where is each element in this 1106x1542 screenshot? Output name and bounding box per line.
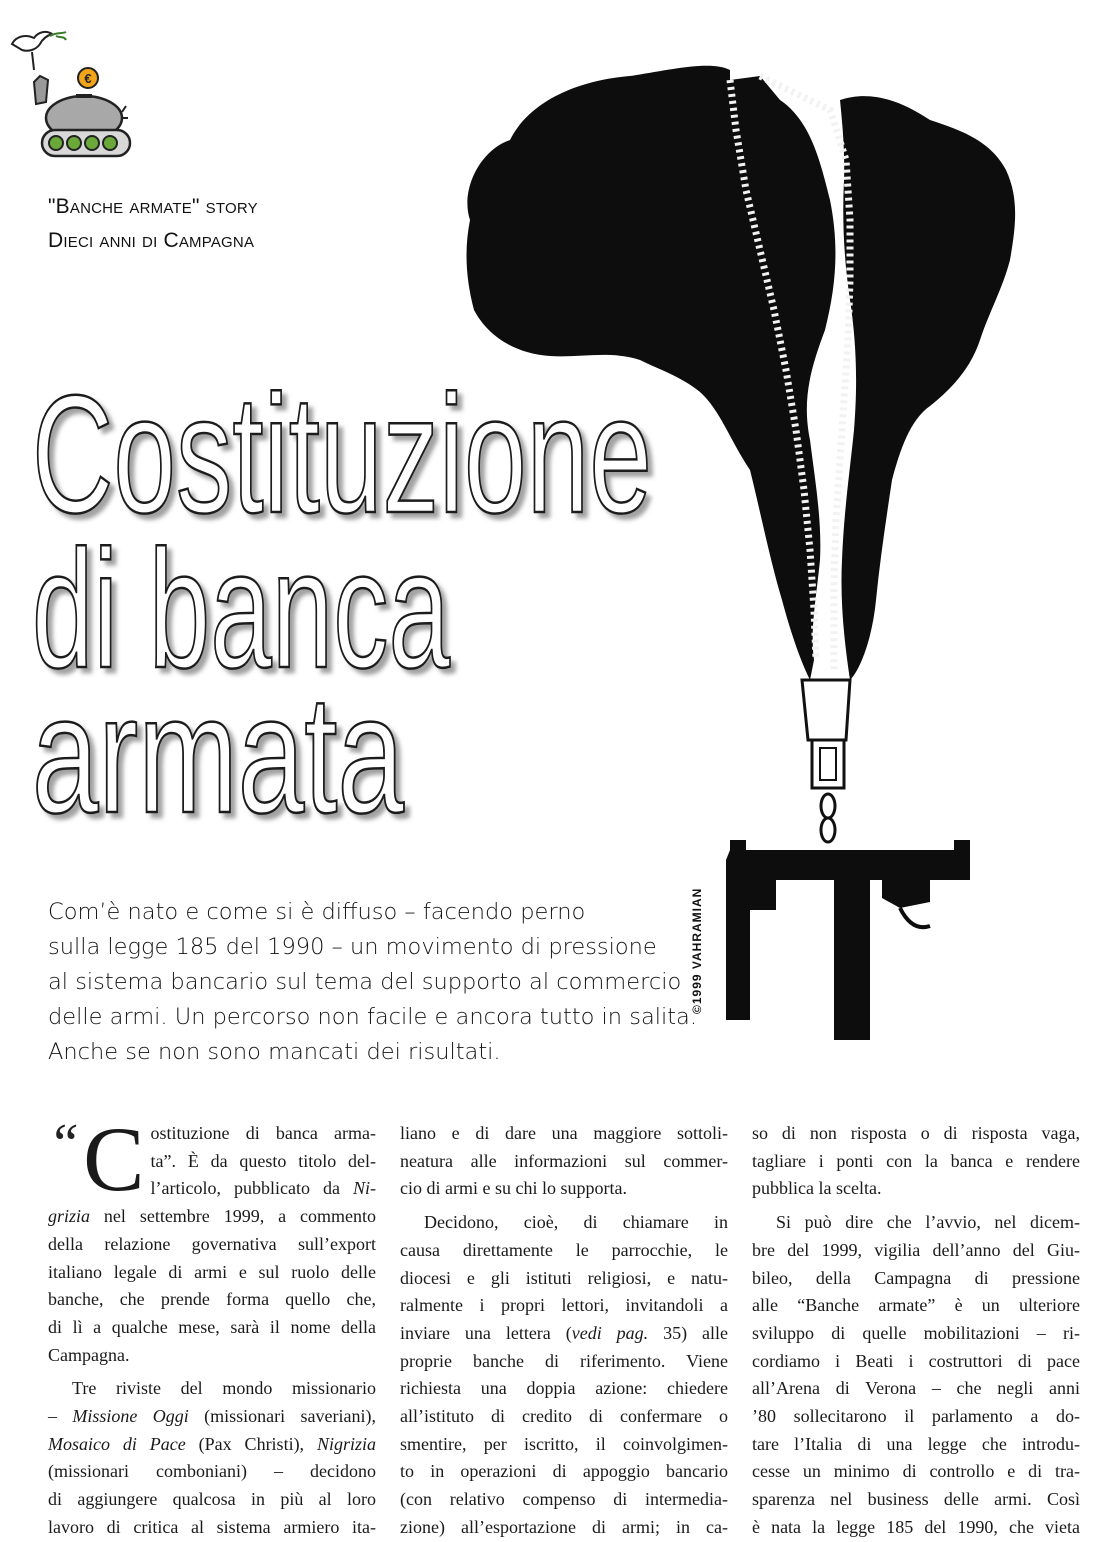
article-column-3	[752, 1120, 1080, 1542]
text-fragment: 35) alle	[648, 1322, 728, 1343]
text-fragment: Tre riviste del mondo missionario	[72, 1378, 376, 1399]
text-fragment: (Pax Christi),	[185, 1433, 317, 1454]
lead-line: Anche se non sono mancati dei risultati.	[48, 1039, 501, 1065]
headline-line-1: Costituzione	[32, 360, 652, 548]
text-line: (con relativo compenso di intermedia-	[400, 1489, 728, 1510]
text-fragment: inviare una lettera (	[400, 1322, 572, 1343]
text-line: cordiamo i Beati i costruttori di pace	[752, 1350, 1080, 1371]
page-reference: vedi pag.	[571, 1322, 649, 1343]
text-line: proprie banche di riferimento. Viene	[400, 1350, 728, 1371]
opening-quote-mark: “	[48, 1113, 80, 1175]
zipper-slider	[802, 680, 850, 842]
text-line	[48, 1203, 376, 1231]
magazine-name: Nigrizia	[316, 1433, 376, 1454]
article-lead	[48, 895, 697, 1070]
article-column-1	[48, 1108, 377, 1542]
text-line: neatura alle informazioni sul commer-	[400, 1150, 728, 1171]
magazine-name: grizia	[48, 1206, 91, 1227]
text-line: bileo, della Campagna di pressione	[752, 1267, 1080, 1288]
text-fragment: Decidono, cioè, di chiamare in	[424, 1212, 728, 1233]
paragraph	[752, 1120, 1080, 1203]
text-line: di aggiungere qualcosa in più al loro	[48, 1489, 376, 1510]
kicker-line-2: Dieci anni di Campagna	[48, 229, 255, 252]
paragraph	[48, 1375, 376, 1541]
headline-line-3: armata	[32, 660, 405, 848]
lead-line: delle armi. Un percorso non facile e ancora tutto in salita.	[48, 1004, 697, 1030]
text-line: causa direttamente le parrocchie, le	[400, 1239, 728, 1260]
text-line: di lì a qualche mese, sarà il nome della	[48, 1316, 376, 1337]
text-line: all’Arena di Verona – che negli anni	[752, 1378, 1080, 1399]
gun-trigger	[900, 908, 930, 927]
text-line: ta”. È da questo titolo del-	[150, 1150, 376, 1171]
svg-text:€: €	[84, 71, 92, 86]
text-line: è nata la legge 185 del 1990, che vieta	[752, 1516, 1080, 1537]
text-line: diocesi e gli istituti religiosi, e natu-	[400, 1267, 728, 1288]
text-line: Campagna.	[48, 1344, 130, 1365]
text-line: sparenza nel business delle armi. Così	[752, 1489, 1080, 1510]
text-line	[48, 1403, 376, 1431]
kicker-line-1: "Banche armate" story	[48, 195, 258, 218]
gun-silhouette	[726, 840, 970, 1040]
text-fragment: l’articolo, pubblicato da	[150, 1178, 353, 1199]
lead-line: Com’è nato e come si è diffuso – facendo perno	[48, 899, 586, 925]
text-line	[752, 1209, 1080, 1237]
text-line: della relazione governativa sull’export	[48, 1233, 376, 1254]
tank-piggybank-icon	[34, 76, 130, 156]
text-fragment: Si può dire che l’avvio, nel dicem-	[776, 1212, 1080, 1233]
illustrator-signature: ©1999 VAHRAMIAN	[690, 887, 704, 1014]
text-line: italiano legale di armi e sul ruolo delle	[48, 1261, 376, 1282]
magazine-name: Ni-	[352, 1178, 376, 1199]
paragraph	[400, 1120, 728, 1203]
text-line: ralmente i propri lettori, invitandoli a	[400, 1295, 728, 1316]
magazine-name: Missione Oggi	[72, 1406, 189, 1427]
text-line: cesse un minimo di controllo e di tra-	[752, 1461, 1080, 1482]
text-line: pubblica la scelta.	[752, 1178, 882, 1199]
section-kicker	[48, 190, 258, 258]
text-line: ’80 sollecitarono il parlamento a do-	[752, 1406, 1080, 1427]
euro-coin-icon	[78, 68, 98, 88]
lead-line: sulla legge 185 del 1990 – un movimento di pressione	[48, 934, 657, 960]
text-fragment: (missionari saveriani),	[188, 1406, 377, 1427]
text-line: tare l’Italia di una legge che introdu-	[752, 1433, 1080, 1454]
dove-icon	[12, 32, 66, 70]
text-line: bre del 1999, vigilia dell’anno del Giu-	[752, 1239, 1080, 1260]
text-line	[400, 1209, 728, 1237]
text-fragment: nel settembre 1999, a commento	[90, 1206, 376, 1227]
text-line: ostituzione di banca arma-	[150, 1123, 376, 1143]
magazine-name: Mosaico di Pace	[48, 1433, 186, 1454]
text-line: alle “Banche armate” è un ulteriore	[752, 1295, 1080, 1316]
text-fragment: –	[48, 1406, 73, 1427]
text-line: lavoro di critica al sistema armiero ita-	[48, 1516, 376, 1537]
text-line: cio di armi e su chi lo supporta.	[400, 1178, 627, 1199]
text-line	[48, 1431, 376, 1459]
text-line: banche, che prende forma quello che,	[48, 1289, 376, 1310]
text-line: smentire, per iscritto, il coinvolgimen-	[400, 1433, 728, 1454]
article-column-2	[400, 1120, 728, 1542]
paragraph	[752, 1209, 1080, 1541]
text-line: all’istituto di credito di confermare o	[400, 1406, 728, 1427]
text-line: richiesta una doppia azione: chiedere	[400, 1378, 728, 1399]
text-line: so di non risposta o di risposta vaga,	[752, 1123, 1080, 1143]
drop-cap: C	[83, 1108, 145, 1210]
text-line: sviluppo di quelle mobilitazioni – ri-	[752, 1322, 1080, 1343]
text-line: liano e di dare una maggiore sottoli-	[400, 1123, 728, 1143]
headline-line-2: di banca	[32, 515, 451, 703]
lead-line: al sistema bancario sul tema del supporto al commercio	[48, 969, 682, 995]
text-line	[400, 1320, 728, 1348]
paragraph	[400, 1209, 728, 1541]
text-line: zione) all’esportazione di armi; in ca-	[400, 1516, 728, 1537]
text-line: (missionari comboniani) – decidono	[48, 1461, 376, 1482]
campaign-logo	[6, 22, 146, 162]
text-line: tagliare i ponti con la banca e rendere	[752, 1150, 1080, 1171]
text-line	[48, 1375, 376, 1403]
text-line: to in operazioni di appoggio bancario	[400, 1461, 728, 1482]
